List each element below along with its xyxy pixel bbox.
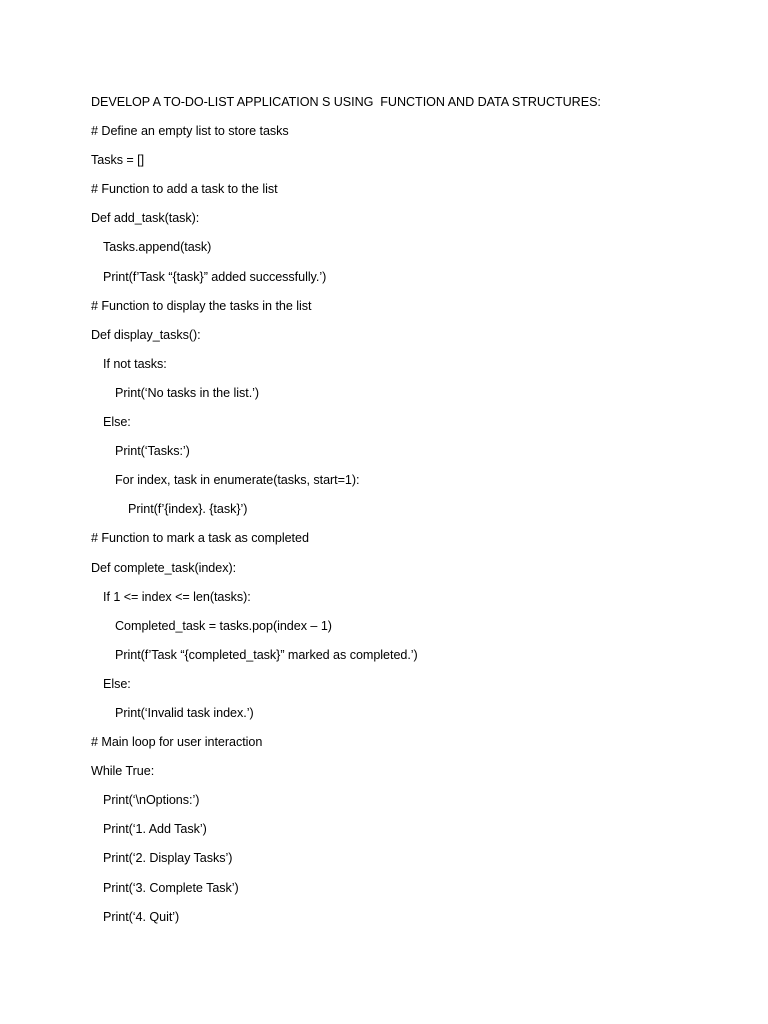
code-line: Print(‘Invalid task index.’) bbox=[115, 705, 254, 720]
comment-line: # Function to mark a task as completed bbox=[91, 531, 309, 546]
code-line: Print(‘3. Complete Task’) bbox=[103, 880, 239, 895]
code-line: Tasks.append(task) bbox=[103, 240, 212, 255]
code-line: Print(f’{index}. {task}’) bbox=[128, 502, 248, 517]
code-line: Def display_tasks(): bbox=[91, 327, 201, 342]
code-line: Print(f’Task “{completed_task}” marked as completed.’) bbox=[115, 647, 418, 662]
code-line: Print(‘\nOptions:’) bbox=[103, 793, 200, 808]
code-listing bbox=[91, 123, 731, 938]
document-title: DEVELOP A TO-DO-LIST APPLICATION S USING FUNCTION AND DATA STRUCTURES: bbox=[91, 95, 601, 109]
code-line: Else: bbox=[103, 676, 131, 691]
code-line: If 1 <= index <= len(tasks): bbox=[103, 589, 251, 604]
code-line: Else: bbox=[103, 415, 131, 430]
code-line: While True: bbox=[91, 764, 155, 779]
code-line: Def add_task(task): bbox=[91, 211, 200, 226]
code-line: Print(‘2. Display Tasks’) bbox=[103, 851, 233, 866]
code-line: Completed_task = tasks.pop(index – 1) bbox=[115, 618, 332, 633]
code-line: Print(‘No tasks in the list.’) bbox=[115, 385, 260, 400]
comment-line: # Function to display the tasks in the list bbox=[91, 298, 312, 313]
code-line: Print(‘Tasks:’) bbox=[115, 444, 190, 459]
code-line: If not tasks: bbox=[103, 356, 167, 371]
comment-line: # Function to add a task to the list bbox=[91, 182, 278, 197]
code-line: Def complete_task(index): bbox=[91, 560, 237, 575]
code-line: Tasks = [] bbox=[91, 153, 145, 168]
comment-line: # Main loop for user interaction bbox=[91, 735, 263, 750]
code-line: For index, task in enumerate(tasks, start=1): bbox=[115, 473, 360, 488]
comment-line: # Define an empty list to store tasks bbox=[91, 124, 289, 139]
code-line: Print(‘1. Add Task’) bbox=[103, 822, 207, 837]
document-body bbox=[91, 94, 731, 938]
code-line: Print(‘4. Quit’) bbox=[103, 909, 180, 924]
code-line: Print(f’Task “{task}” added successfully.’) bbox=[103, 269, 327, 284]
